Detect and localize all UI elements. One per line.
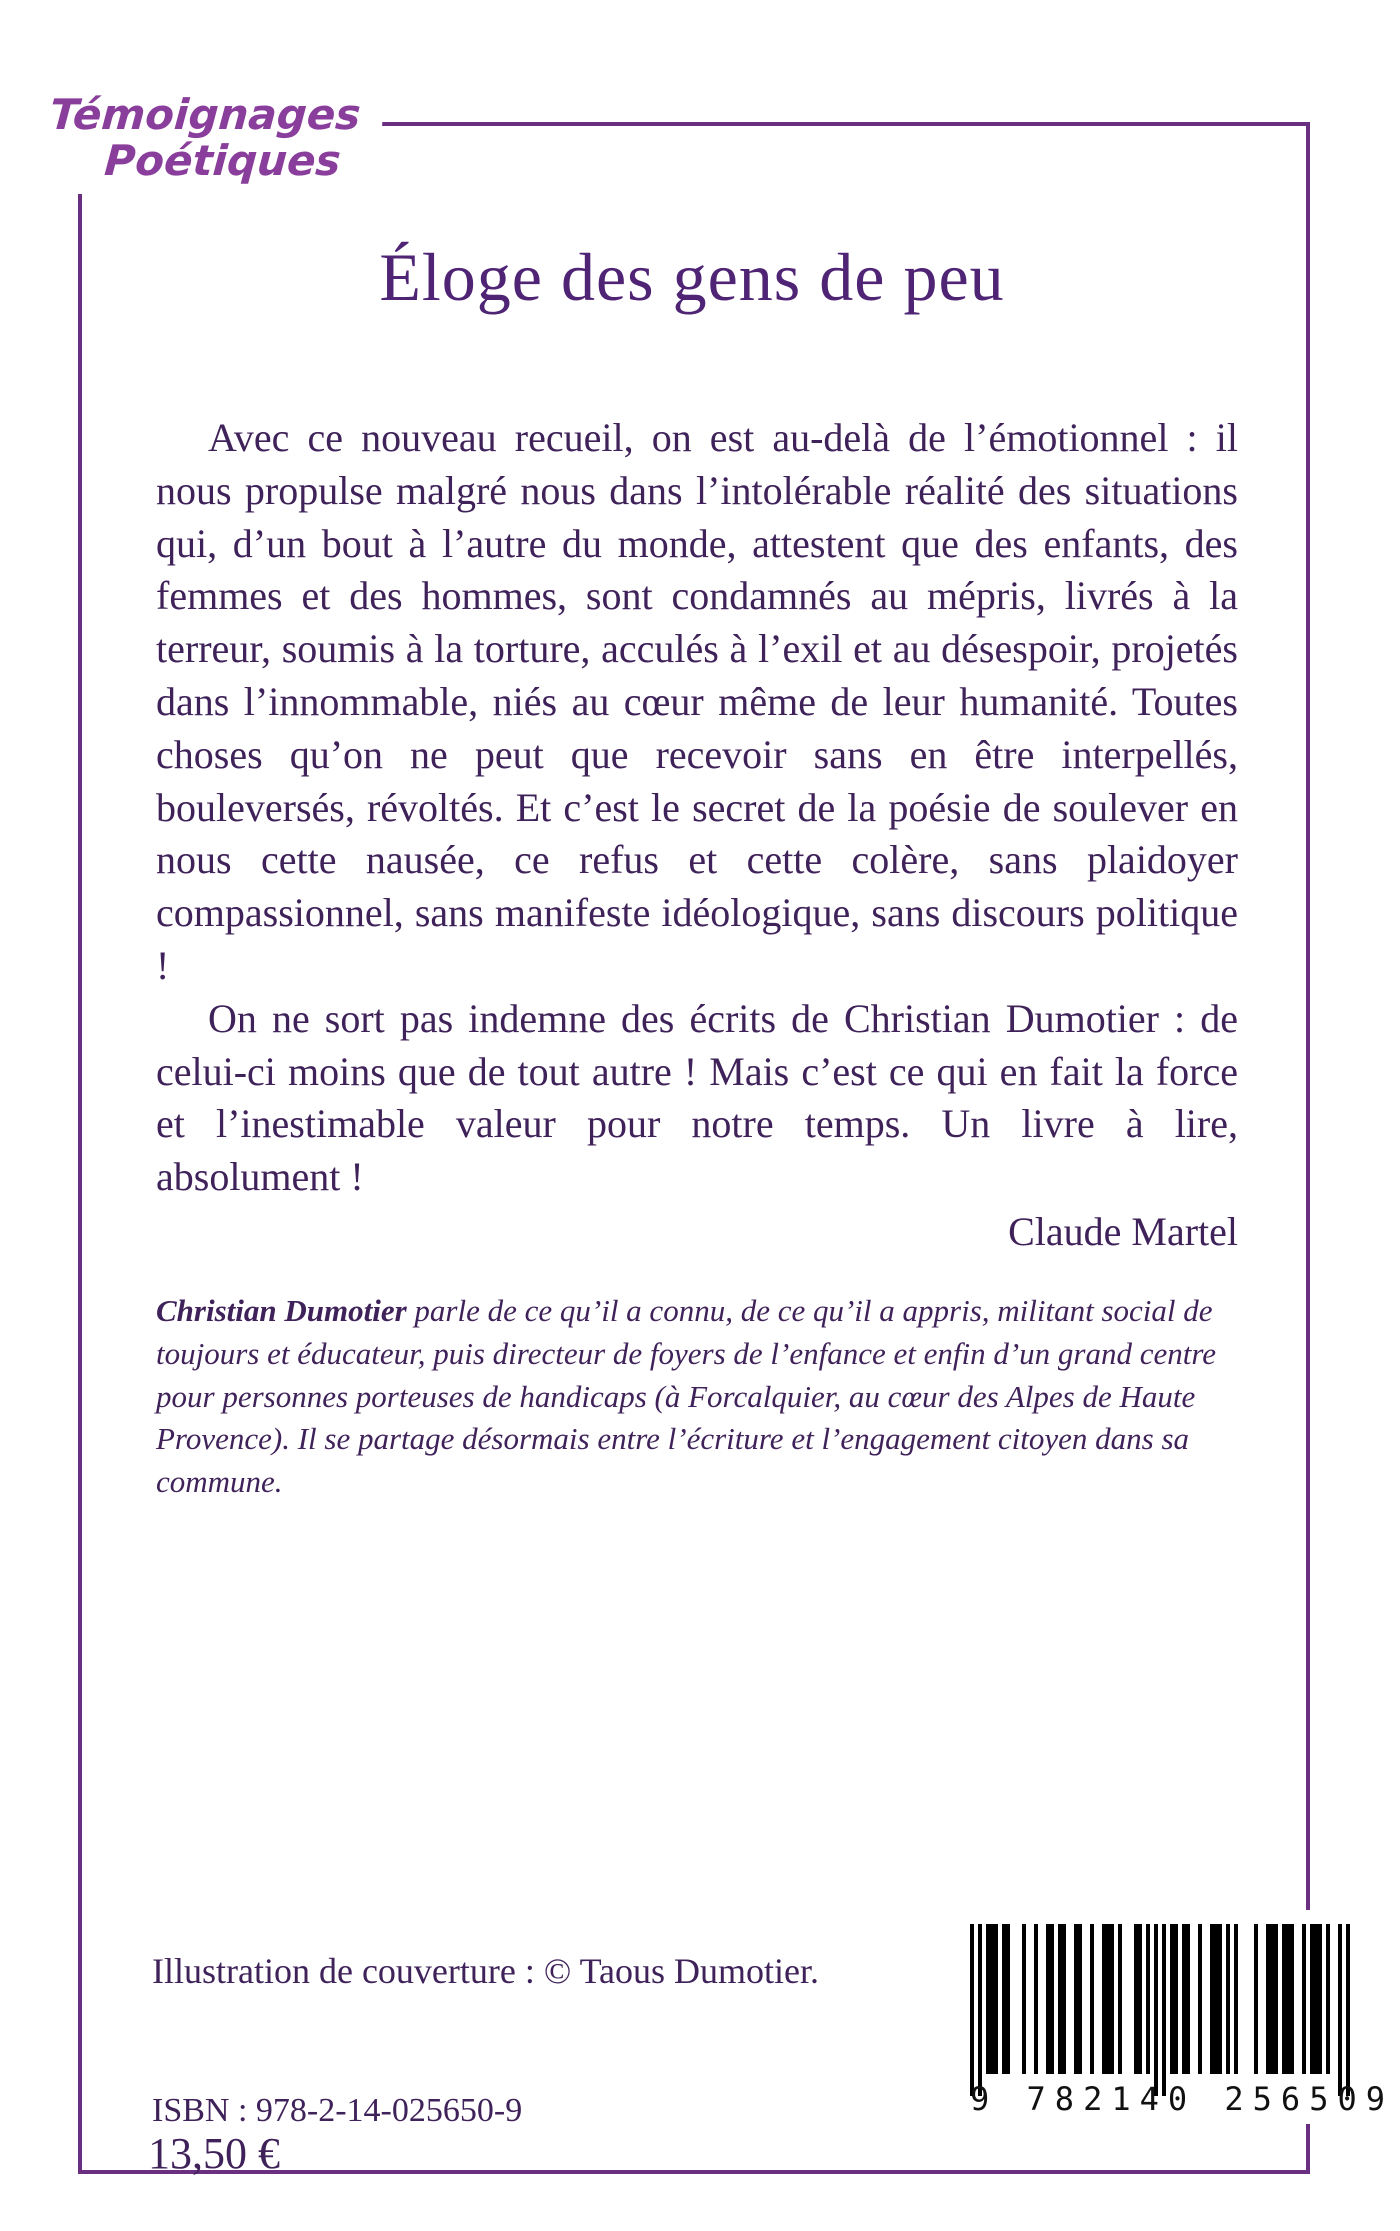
cover-illustration-credit: Illustration de couverture : © Taous Dumotier. [152, 1951, 820, 1991]
book-title: Éloge des gens de peu [379, 239, 1005, 315]
price: 13,50 € [148, 2129, 280, 2178]
barcode [948, 1910, 1400, 2124]
author-bio [156, 1290, 1244, 1504]
barcode-bars [970, 1924, 1394, 2096]
collection-label-line2: Poétiques [102, 136, 343, 186]
bio-author-name: Christian Dumotier [156, 1293, 407, 1328]
review-paragraph-1: Avec ce nouveau recueil, on est au-delà de l’émotionnel : il nous propulse malgré nous dans l’intolérable réalité des situations qui, d’un bout à l’autre du monde, attestent que des enfants, des femmes et des hommes, sont condamnés au mépris, livrés à la terreur, soumis à la torture, acculés à l’exil et au désespoir, projetés dans l’innommable, niés au cœur même de leur humanité. Toutes choses qu’on ne peut que recevoir sans en être interpellés, bouleversés, révoltés. Et c’est le secret de la poésie de soulever en nous cette nausée, ce refus et cette colère, sans plaidoyer compassionnel, sans manifeste idéologique, sans discours politique ! [156, 415, 1238, 988]
collection-label [36, 88, 384, 194]
author-bio-paragraph [156, 1290, 1244, 1504]
review-signature: Claude Martel [1008, 1208, 1238, 1254]
isbn-number: ISBN : 978-2-14-025650-9 [152, 2092, 523, 2129]
bio-body-text: parle de ce qu’il a connu, de ce qu’il a appris, militant social de toujours et éducateur, puis directeur de foyers de l’enfance et enfin d’un grand centre pour personnes porteuses de handicaps (à Forcalquier, au cœur des Alpes de Haute Provence). Il se partage désormais entre l’écriture et l’engagement citoyen dans sa commune. [156, 1293, 1217, 1500]
collection-label-line1: Témoignages [48, 90, 363, 139]
review-paragraph-2: On ne sort pas indemne des écrits de Christian Dumotier : de celui-ci moins que de tout autre ! Mais c’est ce qui en fait la force et l’inestimable valeur pour notre temps. Un livre à lire, absolument ! [156, 995, 1238, 1200]
barcode-number: 9 782140 256509 [970, 2080, 1394, 2118]
review-text [156, 412, 1238, 1259]
